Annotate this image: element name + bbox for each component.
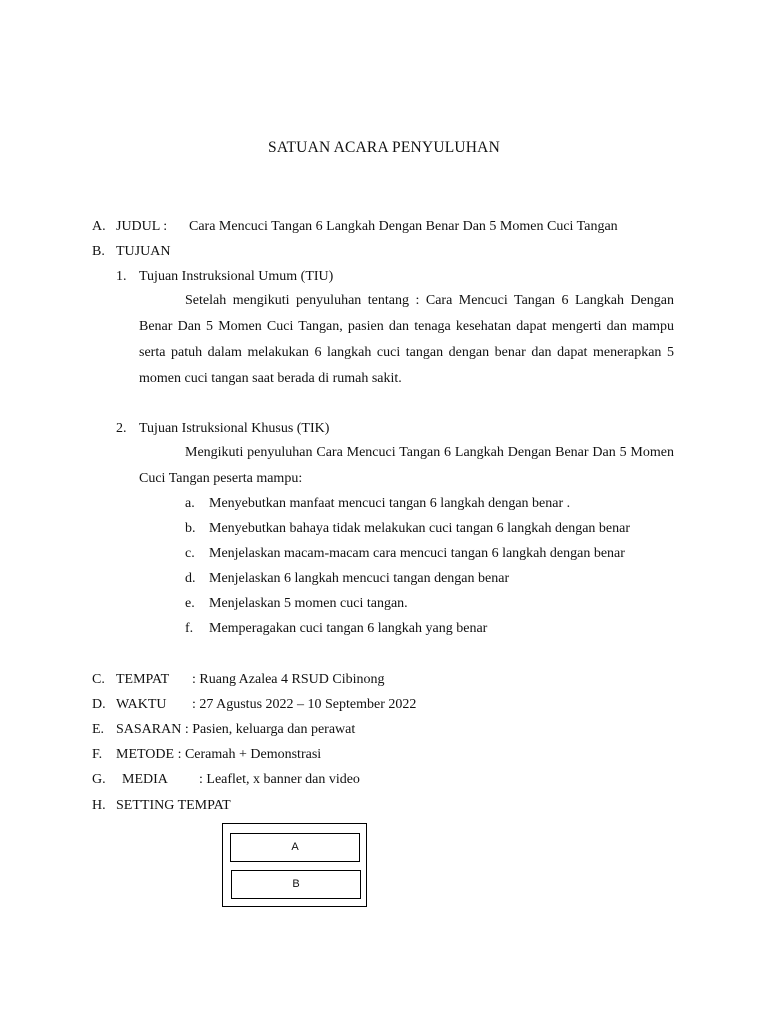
- section-c-marker: C.: [92, 672, 105, 687]
- section-f-label: METODE : Ceramah + Demonstrasi: [116, 747, 322, 762]
- section-d-value: : 27 Agustus 2022 – 10 September 2022: [192, 697, 417, 712]
- section-d-marker: D.: [92, 697, 106, 712]
- section-c-label: TEMPAT: [116, 672, 170, 687]
- list-item-marker: a.: [185, 496, 195, 511]
- section-c-value: : Ruang Azalea 4 RSUD Cibinong: [192, 672, 385, 687]
- section-g-value: : Leaflet, x banner dan video: [199, 772, 360, 787]
- room-box-a: A: [230, 833, 360, 862]
- section-d-label: WAKTU: [116, 697, 167, 712]
- list-item-marker: d.: [185, 571, 196, 586]
- section-a-value: Cara Mencuci Tangan 6 Langkah Dengan Benar Dan 5 Momen Cuci Tangan: [189, 219, 618, 234]
- section-e-label: SASARAN : Pasien, keluarga dan perawat: [116, 722, 356, 737]
- section-e-marker: E.: [92, 722, 105, 737]
- tik-body: Mengikuti penyuluhan Cara Mencuci Tangan 6 Langkah Dengan Benar Dan 5 Momen Cuci Tangan peserta mampu:: [139, 445, 674, 486]
- list-item: Memperagakan cuci tangan 6 langkah yang benar: [209, 621, 488, 636]
- list-item: Menyebutkan bahaya tidak melakukan cuci tangan 6 langkah dengan benar: [209, 521, 631, 536]
- list-item-marker: f.: [185, 621, 194, 636]
- section-a-label: JUDUL :: [116, 219, 168, 234]
- list-item-marker: c.: [185, 546, 195, 561]
- tik-marker: 2.: [116, 421, 127, 436]
- section-h-marker: H.: [92, 798, 106, 813]
- section-h-label: SETTING TEMPAT: [116, 798, 231, 813]
- tiu-body: Setelah mengikuti penyuluhan tentang : Cara Mencuci Tangan 6 Langkah Dengan Benar Dan 5 Momen Cuci Tangan, pasien dan tenaga kesehatan dapat mengerti dan mampu serta patuh dalam melakukan 6 langkah cuci tangan dengan benar dan dapat menerapkan 5 momen cuci tangan saat berada di rumah sakit.: [139, 293, 674, 386]
- section-b-marker: B.: [92, 244, 105, 259]
- list-item: Menjelaskan 5 momen cuci tangan.: [209, 596, 408, 611]
- document-title: SATUAN ACARA PENYULUHAN: [268, 139, 500, 156]
- room-layout-diagram: [222, 823, 367, 907]
- list-item-marker: e.: [185, 596, 195, 611]
- list-item-marker: b.: [185, 521, 196, 536]
- list-item: Menjelaskan macam-macam cara mencuci tangan 6 langkah dengan benar: [209, 546, 625, 561]
- tiu-heading: Tujuan Instruksional Umum (TIU): [139, 269, 334, 284]
- section-f-marker: F.: [92, 747, 103, 762]
- list-item: Menjelaskan 6 langkah mencuci tangan dengan benar: [209, 571, 510, 586]
- section-g-label: MEDIA: [122, 772, 168, 787]
- section-a-marker: A.: [92, 219, 106, 234]
- tiu-marker: 1.: [116, 269, 127, 284]
- section-g-marker: G.: [92, 772, 106, 787]
- section-b-label: TUJUAN: [116, 244, 171, 259]
- tik-heading: Tujuan Istruksional Khusus (TIK): [139, 421, 330, 436]
- list-item: Menyebutkan manfaat mencuci tangan 6 langkah dengan benar .: [209, 496, 571, 511]
- room-box-b: B: [231, 870, 361, 899]
